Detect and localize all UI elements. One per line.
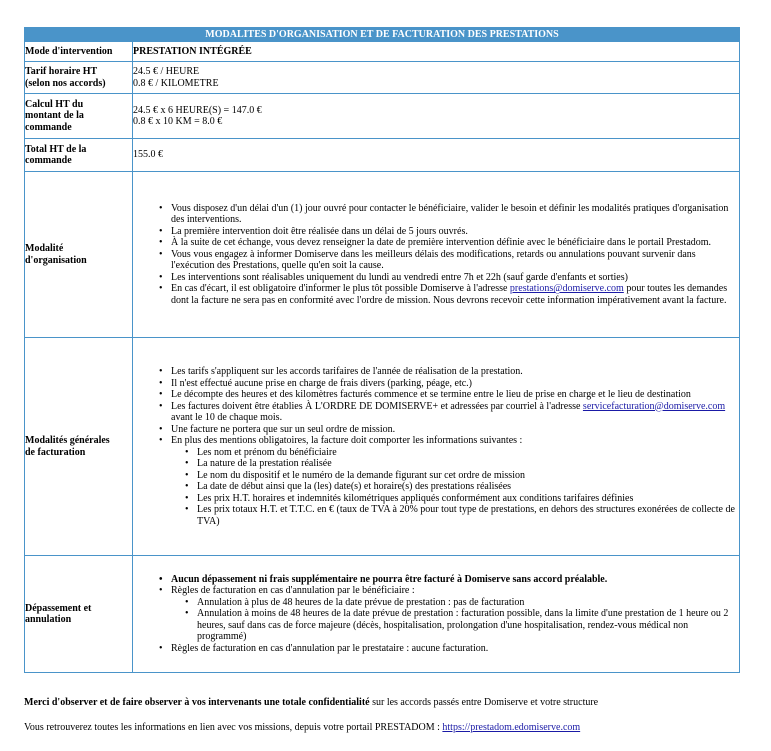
organisation-content bbox=[133, 172, 740, 338]
list-item bbox=[171, 435, 739, 527]
facturation-list bbox=[133, 366, 739, 527]
total-value: 155.0 € bbox=[133, 139, 740, 172]
depassement-sublist bbox=[171, 597, 739, 643]
list-item: • Vous vous engagez à informer Domiserve dans les meilleurs délais des modifications, retards ou annulations pouvant survenir dans l'exécution des Prestations, quelle qu'en soit la cause. bbox=[171, 249, 739, 272]
list-item: • Vous disposez d'un délai d'un (1) jour ouvré pour contacter le bénéficiaire, valider le besoin et définir les modalités pratiques d'organisation des interventions. bbox=[171, 203, 739, 226]
list-item: • Les tarifs s'appliquent sur les accords tarifaires de l'année de réalisation de la prestation. bbox=[171, 366, 739, 378]
calcul-km: 0.8 € x 10 KM = 8.0 € bbox=[133, 116, 223, 127]
tarif-km: 0.8 € / KILOMETRE bbox=[133, 77, 219, 89]
total-label-line-2: commande bbox=[25, 155, 72, 166]
depassement-content bbox=[133, 556, 740, 673]
depassement-label-line-2: annulation bbox=[25, 614, 72, 625]
list-item bbox=[171, 283, 739, 306]
sub-list-item: • Le nom du dispositif et le numéro de la demande figurant sur cet ordre de mission bbox=[197, 470, 739, 482]
tarif-label-line-1: Tarif horaire HT bbox=[25, 66, 98, 77]
tarif-hourly: 24.5 € / HEURE bbox=[133, 66, 200, 77]
list-item: • À la suite de cet échange, vous devez renseigner la date de première intervention définie avec le bénéficiaire dans le portail Prestadom. bbox=[171, 237, 739, 249]
calcul-label-line-1: Calcul HT du bbox=[25, 98, 84, 110]
organisation-label-line-2: d'organisation bbox=[25, 254, 87, 266]
sub-list-item: • Les prix totaux H.T. et T.T.C. en € (taux de TVA à 20% pour tout type de prestations, en dehors des structures exonérées de collecte de TVA) bbox=[197, 504, 739, 527]
calcul-label bbox=[25, 94, 133, 139]
mode-value: PRESTATION INTÉGRÉE bbox=[133, 42, 740, 62]
organisation-list bbox=[133, 203, 739, 307]
facturation-label bbox=[25, 338, 133, 556]
tarif-value bbox=[133, 62, 740, 94]
list-item-text: En cas d'écart, il est obligatoire d'informer le plus tôt possible Domiserve à l'adresse bbox=[171, 283, 510, 295]
portal-text: Vous retrouverez toutes les informations en lien avec vos missions, depuis votre portail PRESTADOM : bbox=[24, 722, 443, 733]
calcul-value bbox=[133, 94, 740, 139]
organisation-label-line-1: Modalité bbox=[25, 243, 64, 254]
list-item-text: Les factures doivent être établies À L'ORDRE DE DOMISERVE+ et adressées par courriel à l'adresse bbox=[171, 400, 583, 412]
sub-list-item: • La date de début ainsi que la (les) date(s) et horaire(s) des prestations réalisées bbox=[197, 481, 739, 493]
depassement-label bbox=[25, 556, 133, 673]
list-item: • Règles de facturation en cas d'annulation par le prestataire : aucune facturation. bbox=[171, 643, 739, 655]
list-item: • Aucun dépassement ni frais supplémentaire ne pourra être facturé à Domiserve sans accord préalable. bbox=[171, 574, 739, 586]
prestations-email-link[interactable]: prestations@domiserve.com bbox=[509, 283, 624, 295]
list-item bbox=[171, 585, 739, 643]
sub-list-item: • Les nom et prénom du bénéficiaire bbox=[197, 447, 739, 459]
calcul-label-line-3: commande bbox=[25, 121, 72, 133]
mode-label: Mode d'intervention bbox=[25, 42, 133, 62]
total-label bbox=[25, 139, 133, 172]
facturation-label-line-1: Modalités générales bbox=[25, 435, 110, 446]
confidentiality-rest: sur les accords passés entre Domiserve et votre structure bbox=[369, 697, 599, 708]
calcul-label-line-2: montant de la bbox=[25, 110, 84, 122]
list-item-text: Règles de facturation en cas d'annulation par le bénéficiaire : bbox=[171, 585, 415, 597]
list-item-text: En plus des mentions obligatoires, la facture doit comporter les informations suivantes : bbox=[171, 435, 523, 446]
list-item: • La première intervention doit être réalisée dans un délai de 5 jours ouvrés. bbox=[171, 226, 739, 238]
prestadom-portal-link[interactable]: https://prestadom.edomiserve.com bbox=[442, 722, 581, 733]
sub-list-item: • Les prix H.T. horaires et indemnités kilométriques appliqués conformément aux conditions tarifaires définies bbox=[197, 493, 739, 505]
sub-list-item: • Annulation à plus de 48 heures de la date prévue de prestation : pas de facturation bbox=[197, 597, 739, 609]
facturation-label-line-2: de facturation bbox=[25, 446, 86, 458]
facturation-sublist bbox=[171, 447, 739, 528]
list-item-text: avant le 10 de chaque mois. bbox=[171, 412, 283, 423]
calcul-hours: 24.5 € x 6 HEURE(S) = 147.0 € bbox=[133, 104, 262, 116]
depassement-list bbox=[133, 574, 739, 655]
list-item bbox=[171, 401, 739, 424]
table-header: MODALITES D'ORGANISATION ET DE FACTURATION DES PRESTATIONS bbox=[25, 28, 740, 42]
list-item: • Une facture ne portera que sur un seul ordre de mission. bbox=[171, 424, 739, 436]
list-item: • Les interventions sont réalisables uniquement du lundi au vendredi entre 7h et 22h (sauf garde d'enfants et sorties) bbox=[171, 272, 739, 284]
modalites-table bbox=[24, 27, 740, 673]
sub-list-item: • Annulation à moins de 48 heures de la date prévue de prestation : facturation possible, dans la limite d'une prestation de 1 heure ou 2 heures, sauf dans cas de force majeure (décès, hospitalisation, prolongation d'une hospitalisation, rendez-vous médical non programmé) bbox=[197, 608, 739, 643]
confidentiality-bold: Merci d'observer et de faire observer à vos intervenants une totale confidentialité bbox=[24, 697, 370, 708]
organisation-label bbox=[25, 172, 133, 338]
portal-note bbox=[24, 722, 580, 733]
confidentiality-note bbox=[24, 697, 598, 708]
list-item-text: pour toutes les demandes dont la facture ne sera pas en conformité avec l'ordre de mission. Nous devrons recevoir cette information impérativement avant la facture. bbox=[171, 283, 728, 306]
depassement-label-line-1: Dépassement et bbox=[25, 602, 92, 614]
list-item: • Le décompte des heures et des kilomètres facturés commence et se termine entre le lieu de prise en charge et le lieu de destination bbox=[171, 389, 739, 401]
tarif-label-line-2: (selon nos accords) bbox=[25, 77, 106, 89]
servicefacturation-email-link[interactable]: servicefacturation@domiserve.com bbox=[582, 400, 726, 412]
sub-list-item: • La nature de la prestation réalisée bbox=[197, 458, 739, 470]
facturation-content bbox=[133, 338, 740, 556]
list-item: • Il n'est effectué aucune prise en charge de frais divers (parking, péage, etc.) bbox=[171, 378, 739, 390]
total-label-line-1: Total HT de la bbox=[25, 143, 87, 155]
tarif-label bbox=[25, 62, 133, 94]
